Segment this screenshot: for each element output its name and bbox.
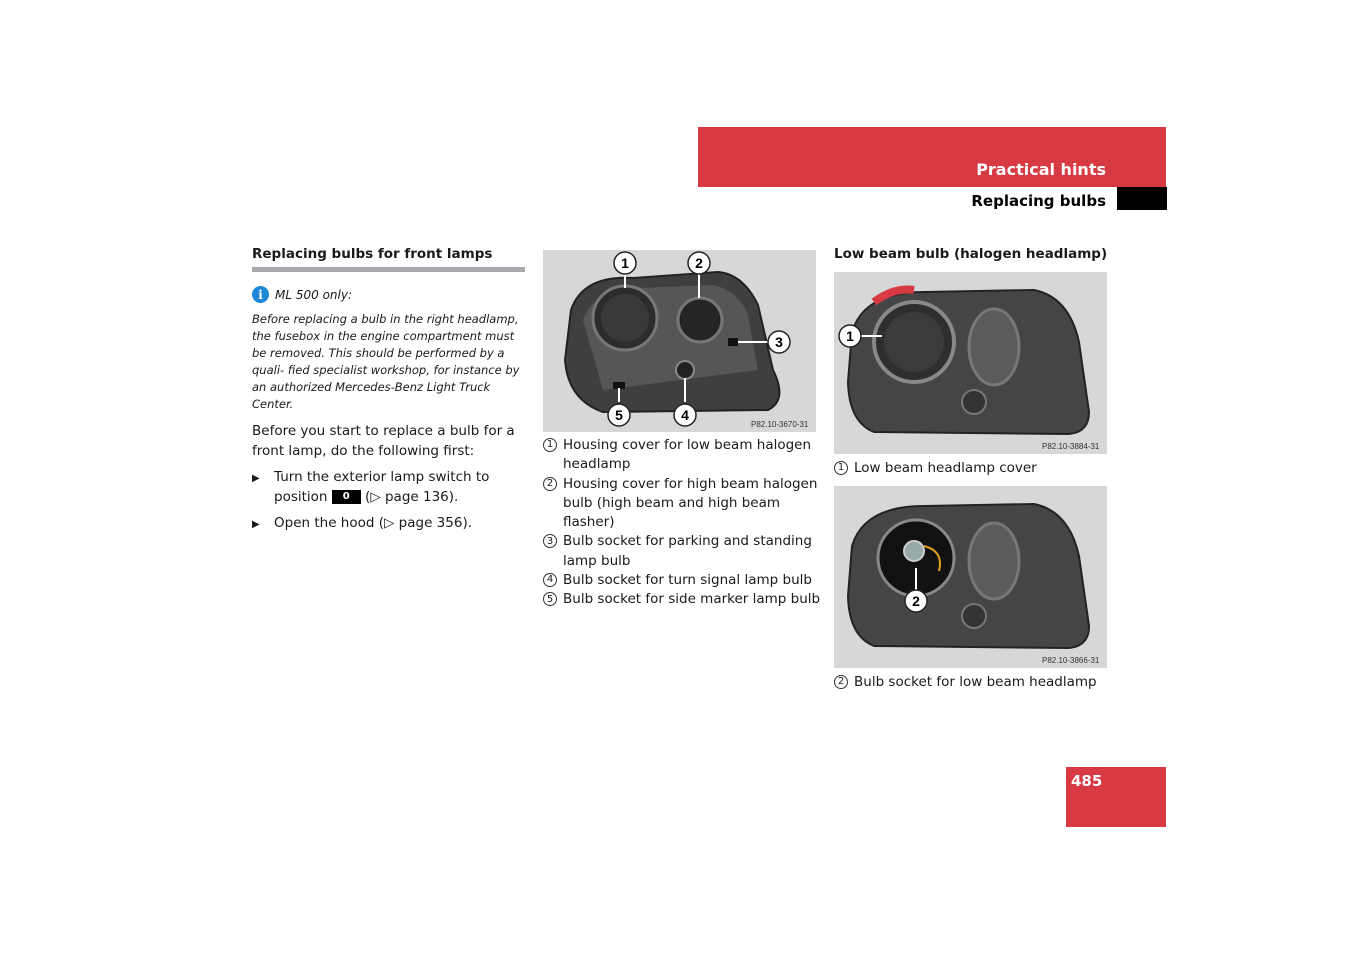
legend-text: Housing cover for high beam halogen bulb (high beam and high beam flasher) [563,475,818,531]
legend-item [543,475,823,533]
note-text: Before replacing a bulb in the right headlamp, the fusebox in the engine compartment must be removed. This should be performed by a quali- fied specialist workshop, for instance by an authorized Mercedes-Benz Light Truck Center. [252,312,520,411]
step-text: Turn the exterior lamp switch to position 0 (▷ page 136). [274,469,490,505]
legend-number: 2 [543,477,557,491]
legend-text: Bulb socket for low beam headlamp [854,674,1097,690]
low-beam-legend-1 [834,459,1114,478]
low-beam-legend-2 [834,673,1114,692]
section-title: Practical hints [976,160,1106,179]
step-text: Open the hood (▷ page 356). [274,515,473,531]
step-item [252,514,525,535]
page-number: 485 [1071,772,1103,790]
low-beam-cover-image [834,272,1107,454]
legend-text: Bulb socket for turn signal lamp bulb [563,572,812,589]
legend-item [543,571,823,590]
legend-item [543,590,823,609]
bullet-arrow-icon: ▶ [252,519,260,530]
legend-text: Low beam headlamp cover [854,460,1037,476]
svg-text:1: 1 [846,328,854,344]
svg-text:1: 1 [621,255,629,271]
image-code: P82.10-3866-31 [1042,656,1100,665]
legend-text: Housing cover for low beam halogen headlamp [563,437,812,473]
legend-number: 3 [543,534,557,548]
left-column [252,246,525,535]
svg-text:5: 5 [615,407,623,423]
subsection-title: Replacing bulbs [971,192,1106,210]
low-beam-socket-image [834,486,1107,668]
legend-item [834,673,1114,692]
legend-item [543,532,823,571]
legend-number: 4 [543,573,557,587]
legend-text: Bulb socket for parking and standing lamp bulb [563,533,812,569]
legend-number: 1 [543,438,557,452]
legend-number: 2 [834,675,848,689]
low-beam-heading: Low beam bulb (halogen headlamp) [834,246,1108,262]
middle-legend [543,436,823,610]
legend-number: 1 [834,461,848,475]
info-icon: i [252,286,269,303]
svg-text:2: 2 [912,593,920,609]
svg-text:2: 2 [695,255,703,271]
image-code: P82.10-3884-31 [1042,442,1100,451]
header-tab-marker [1117,187,1167,210]
legend-number: 5 [543,592,557,606]
svg-text:4: 4 [681,407,689,423]
front-lamps-heading: Replacing bulbs for front lamps [252,246,525,272]
intro-text: Before you start to replace a bulb for a front lamp, do the following first: [252,423,515,459]
note-label: ML 500 only: [275,287,352,302]
step-item [252,468,525,507]
legend-item [834,459,1114,478]
note-header [252,286,525,303]
switch-position-key: 0 [332,490,361,504]
svg-text:3: 3 [775,334,783,350]
bullet-arrow-icon: ▶ [252,473,260,484]
image-code: P82.10-3670-31 [751,420,809,429]
headlamp-rear-image [543,250,816,432]
legend-text: Bulb socket for side marker lamp bulb [563,591,821,608]
legend-item [543,436,823,475]
